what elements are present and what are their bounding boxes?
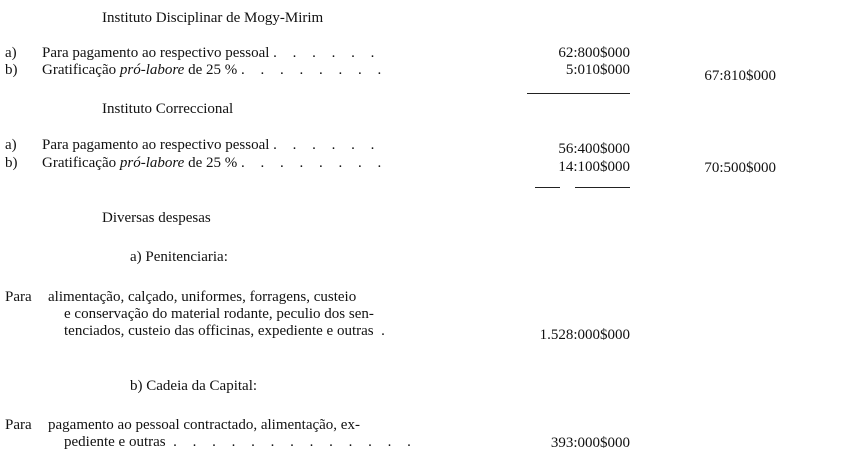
row-label: b) bbox=[5, 155, 18, 171]
paragraph-line: e conservação do material rodante, peculio dos sen- bbox=[64, 306, 374, 322]
leader-dots: . . . . . . . . bbox=[240, 62, 388, 78]
row-description bbox=[42, 62, 387, 79]
row-description-italic: pró-labore bbox=[119, 155, 185, 171]
row-description-text: de 25 % bbox=[184, 62, 238, 78]
row-description-text: Para pagamento ao respectivo pessoal bbox=[42, 45, 270, 61]
leader-dots: . bbox=[381, 323, 385, 339]
sum-rule bbox=[575, 187, 630, 188]
leader-dots: . . . . . . . . . . . . . bbox=[173, 434, 417, 450]
row-amount: 5:010$000 bbox=[565, 62, 630, 78]
paragraph-line bbox=[48, 323, 490, 340]
subsection-heading-cadeia: b) Cadeia da Capital: bbox=[130, 378, 258, 394]
paragraph-penitenciaria bbox=[48, 289, 490, 340]
paragraph-cadeia bbox=[48, 417, 490, 451]
leader-dots: . . . . . . bbox=[273, 137, 381, 153]
row-label: a) bbox=[5, 45, 17, 61]
leader-dots: . . . . . . bbox=[273, 45, 381, 61]
row-amount: 1.528:000$000 bbox=[539, 327, 630, 343]
row-description bbox=[42, 155, 387, 172]
sum-rule bbox=[527, 93, 630, 94]
row-description-text: Para pagamento ao respectivo pessoal bbox=[42, 137, 270, 153]
section-heading-mogy-mirim: Instituto Disciplinar de Mogy-Mirim bbox=[102, 10, 324, 26]
row-description bbox=[42, 137, 380, 154]
paragraph-line: pagamento ao pessoal contractado, alimentação, ex- bbox=[48, 417, 360, 433]
row-description bbox=[42, 45, 380, 62]
row-label: b) bbox=[5, 62, 18, 78]
row-description-text: de 25 % bbox=[184, 155, 238, 171]
section-heading-diversas: Diversas despesas bbox=[102, 210, 211, 226]
section-heading-correccional: Instituto Correccional bbox=[102, 101, 234, 117]
paragraph-line-text: pediente e outras bbox=[64, 434, 166, 450]
paragraph-lead: Para bbox=[5, 417, 32, 433]
paragraph-line bbox=[48, 434, 490, 451]
row-amount: 14:100$000 bbox=[558, 159, 630, 175]
subsection-heading-penitenciaria: a) Penitenciaria: bbox=[130, 249, 228, 265]
sum-rule bbox=[535, 187, 560, 188]
leader-dots: . . . . . . . . bbox=[240, 155, 388, 171]
row-amount: 393:000$000 bbox=[550, 435, 630, 451]
paragraph-line-text: tenciados, custeio das officinas, expediente e outras bbox=[64, 323, 374, 339]
row-total: 70:500$000 bbox=[704, 160, 776, 176]
row-label: a) bbox=[5, 137, 17, 153]
row-description-text: Gratificação bbox=[42, 62, 120, 78]
paragraph-line: alimentação, calçado, uniformes, forragens, custeio bbox=[48, 289, 357, 305]
row-amount: 56:400$000 bbox=[558, 141, 630, 157]
row-total: 67:810$000 bbox=[704, 68, 776, 84]
row-description-italic: pró-labore bbox=[119, 62, 185, 78]
row-amount: 62:800$000 bbox=[558, 45, 630, 61]
paragraph-lead: Para bbox=[5, 289, 32, 305]
row-description-text: Gratificação bbox=[42, 155, 120, 171]
